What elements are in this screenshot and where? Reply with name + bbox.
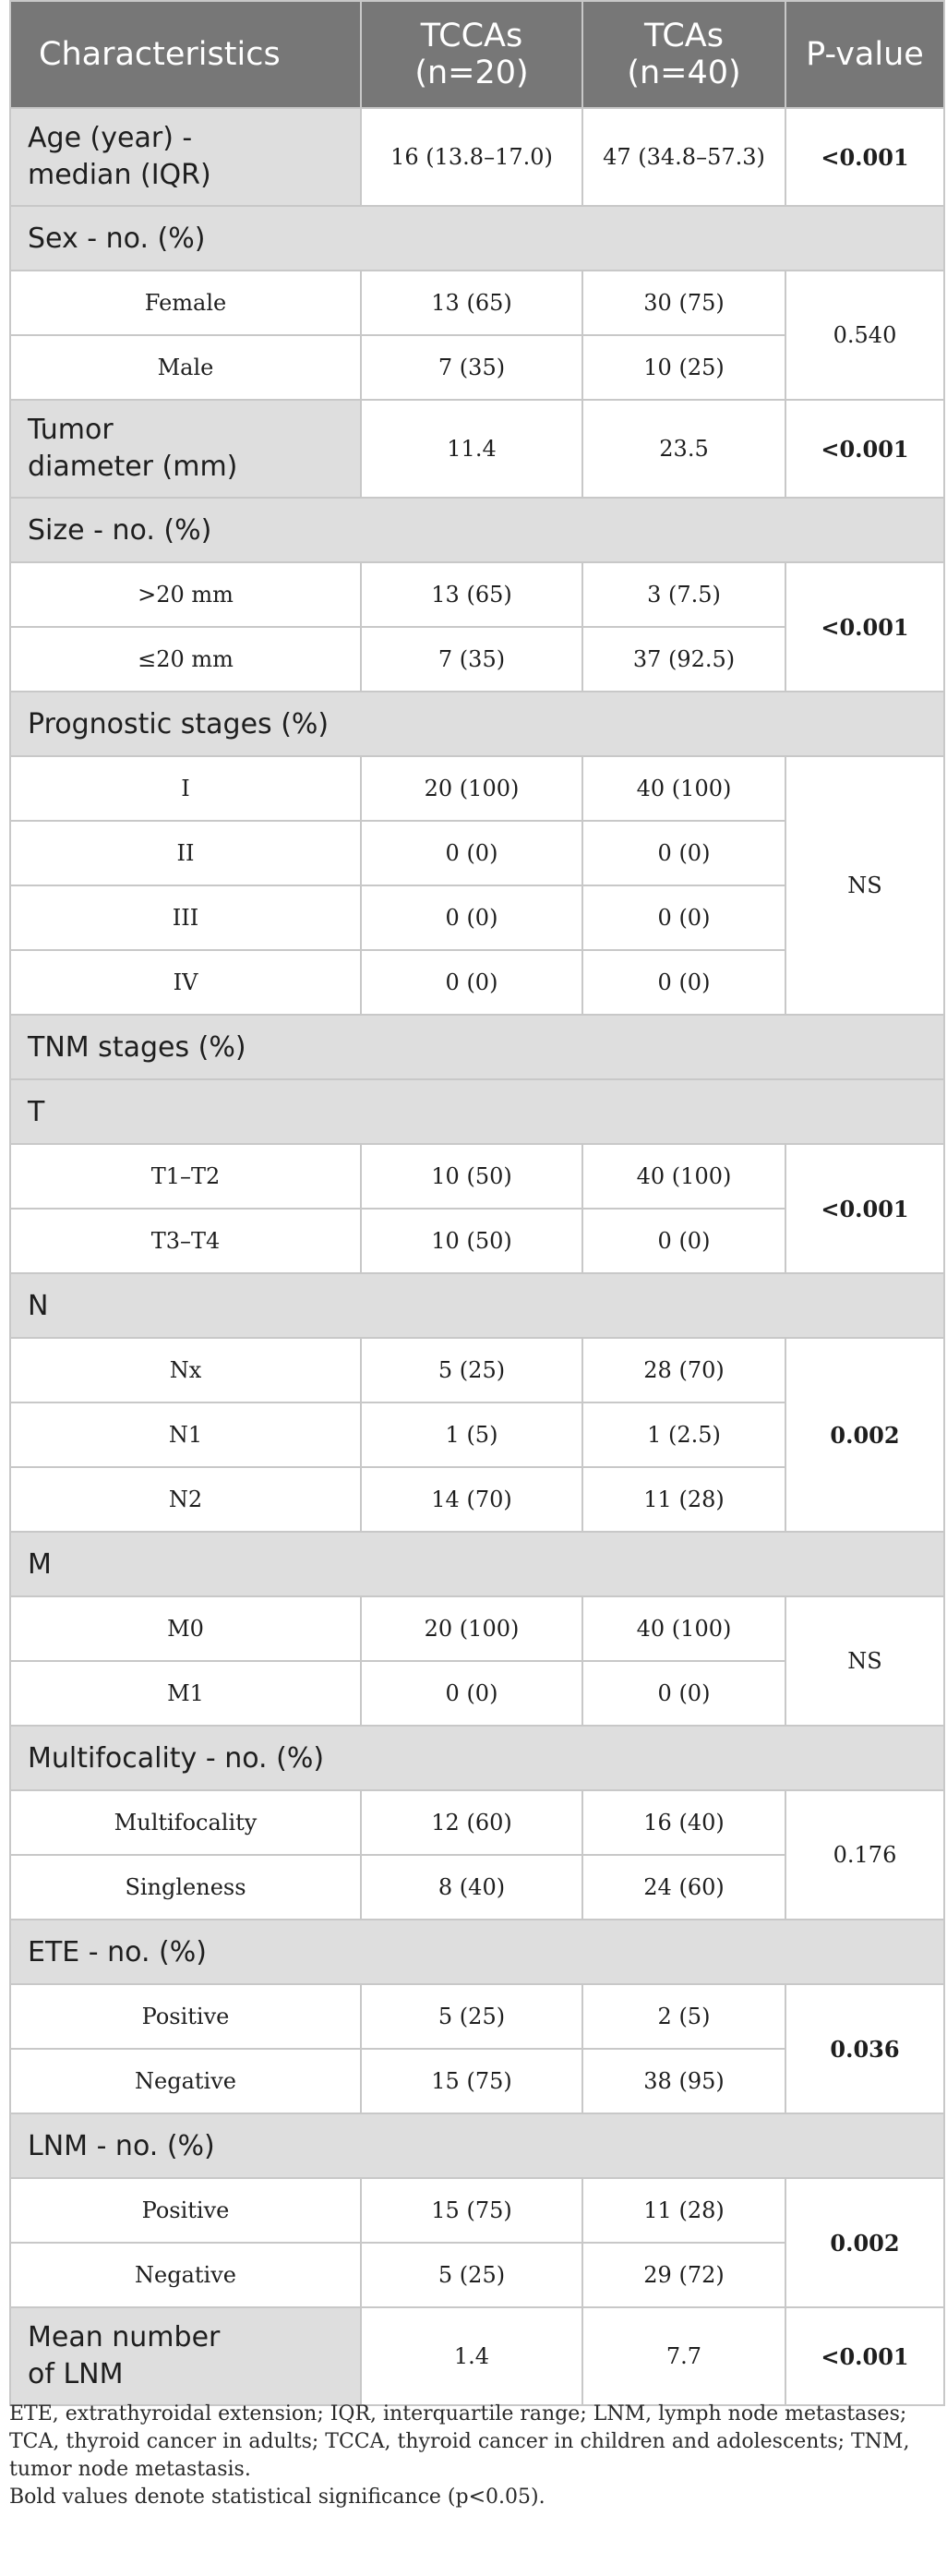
table-row-stage-i bbox=[10, 756, 944, 821]
sex-pvalue: 0.540 bbox=[785, 271, 944, 400]
section-row-lnm bbox=[10, 2113, 944, 2178]
t3-t4-tca: 0 (0) bbox=[582, 1209, 785, 1273]
stage-iv-tcca: 0 (0) bbox=[361, 950, 582, 1015]
sex-male-tca: 10 (25) bbox=[582, 335, 785, 400]
singleness-tcca: 8 (40) bbox=[361, 1855, 582, 1920]
nx-label: Nx bbox=[10, 1338, 361, 1402]
age-tca: 47 (34.8–57.3) bbox=[582, 108, 785, 206]
footnote-significance: Bold values denote statistical significance (p<0.05). bbox=[9, 2486, 545, 2509]
lnm-section-label: LNM - no. (%) bbox=[10, 2113, 944, 2178]
m-section-label: M bbox=[10, 1532, 944, 1596]
header-tccas bbox=[361, 1, 582, 108]
header-tcas bbox=[582, 1, 785, 108]
table-row-age bbox=[10, 108, 944, 206]
stage-i-tcca: 20 (100) bbox=[361, 756, 582, 821]
footnote-abbreviations: ETE, extrathyroidal extension; IQR, interquartile range; LNM, lymph node metastases; TCA, thyroid cancer in adults; TCCA, thyroid cancer in children and adolescents; TNM, tumor node metastasis. bbox=[9, 2402, 910, 2481]
sex-male-tcca: 7 (35) bbox=[361, 335, 582, 400]
size-pvalue: <0.001 bbox=[785, 562, 944, 692]
ete-section-label: ETE - no. (%) bbox=[10, 1920, 944, 1984]
multifocality-label: Multifocality bbox=[10, 1790, 361, 1855]
section-row-m bbox=[10, 1532, 944, 1596]
sex-male-label: Male bbox=[10, 335, 361, 400]
size-le20-label: ≤20 mm bbox=[10, 627, 361, 692]
diameter-label-line1: Tumor bbox=[28, 414, 114, 446]
header-tccas-n: (n=20) bbox=[414, 54, 529, 91]
m1-label: M1 bbox=[10, 1661, 361, 1726]
lnm-negative-tcca: 5 (25) bbox=[361, 2243, 582, 2307]
stage-ii-tcca: 0 (0) bbox=[361, 821, 582, 885]
table-header-row bbox=[10, 1, 944, 108]
mean-lnm-label-line2: of LNM bbox=[28, 2358, 124, 2390]
m0-tca: 40 (100) bbox=[582, 1596, 785, 1661]
stage-ii-label: II bbox=[10, 821, 361, 885]
n-pvalue: 0.002 bbox=[785, 1338, 944, 1532]
multifocality-pvalue: 0.176 bbox=[785, 1790, 944, 1920]
stage-ii-tca: 0 (0) bbox=[582, 821, 785, 885]
section-row-t bbox=[10, 1079, 944, 1144]
section-row-multifocality bbox=[10, 1726, 944, 1790]
section-row-ete bbox=[10, 1920, 944, 1984]
table-row-mean-lnm bbox=[10, 2307, 944, 2405]
m-pvalue: NS bbox=[785, 1596, 944, 1726]
header-characteristics: Characteristics bbox=[10, 1, 361, 108]
ete-positive-label: Positive bbox=[10, 1984, 361, 2049]
multifocality-tca: 16 (40) bbox=[582, 1790, 785, 1855]
lnm-negative-tca: 29 (72) bbox=[582, 2243, 785, 2307]
mean-lnm-tcca: 1.4 bbox=[361, 2307, 582, 2405]
lnm-positive-tcca: 15 (75) bbox=[361, 2178, 582, 2243]
header-tccas-name: TCCAs bbox=[420, 18, 523, 54]
section-row-n bbox=[10, 1273, 944, 1338]
ete-pvalue: 0.036 bbox=[785, 1984, 944, 2113]
n1-label: N1 bbox=[10, 1402, 361, 1467]
size-gt20-tcca: 13 (65) bbox=[361, 562, 582, 627]
age-label bbox=[10, 108, 361, 206]
diameter-tca: 23.5 bbox=[582, 400, 785, 498]
mean-lnm-label-line1: Mean number bbox=[28, 2321, 221, 2353]
tnm-section-label: TNM stages (%) bbox=[10, 1015, 944, 1079]
t-section-label: T bbox=[10, 1079, 944, 1144]
n2-tcca: 14 (70) bbox=[361, 1467, 582, 1532]
age-label-line2: median (IQR) bbox=[28, 159, 211, 191]
section-row-prognostic bbox=[10, 692, 944, 756]
table-row-sex-female bbox=[10, 271, 944, 335]
sex-female-tcca: 13 (65) bbox=[361, 271, 582, 335]
t1-t2-label: T1–T2 bbox=[10, 1144, 361, 1209]
mean-lnm-tca: 7.7 bbox=[582, 2307, 785, 2405]
ete-negative-label: Negative bbox=[10, 2049, 361, 2113]
characteristics-table bbox=[9, 0, 945, 2406]
stage-i-tca: 40 (100) bbox=[582, 756, 785, 821]
multifocality-tcca: 12 (60) bbox=[361, 1790, 582, 1855]
stage-iii-tca: 0 (0) bbox=[582, 885, 785, 950]
nx-tca: 28 (70) bbox=[582, 1338, 785, 1402]
diameter-tcca: 11.4 bbox=[361, 400, 582, 498]
t1-t2-tcca: 10 (50) bbox=[361, 1144, 582, 1209]
sex-female-tca: 30 (75) bbox=[582, 271, 785, 335]
age-tcca: 16 (13.8–17.0) bbox=[361, 108, 582, 206]
stage-iv-label: IV bbox=[10, 950, 361, 1015]
size-le20-tca: 37 (92.5) bbox=[582, 627, 785, 692]
ete-negative-tca: 38 (95) bbox=[582, 2049, 785, 2113]
lnm-negative-label: Negative bbox=[10, 2243, 361, 2307]
table-row-size-gt20 bbox=[10, 562, 944, 627]
table-row-nx bbox=[10, 1338, 944, 1402]
n-section-label: N bbox=[10, 1273, 944, 1338]
section-row-tnm bbox=[10, 1015, 944, 1079]
ete-positive-tca: 2 (5) bbox=[582, 1984, 785, 2049]
sex-section-label: Sex - no. (%) bbox=[10, 206, 944, 271]
stage-iii-label: III bbox=[10, 885, 361, 950]
nx-tcca: 5 (25) bbox=[361, 1338, 582, 1402]
size-le20-tcca: 7 (35) bbox=[361, 627, 582, 692]
prognostic-pvalue: NS bbox=[785, 756, 944, 1015]
table-row-diameter bbox=[10, 400, 944, 498]
t3-t4-label: T3–T4 bbox=[10, 1209, 361, 1273]
lnm-positive-tca: 11 (28) bbox=[582, 2178, 785, 2243]
n1-tca: 1 (2.5) bbox=[582, 1402, 785, 1467]
lnm-positive-label: Positive bbox=[10, 2178, 361, 2243]
m0-tcca: 20 (100) bbox=[361, 1596, 582, 1661]
age-label-line1: Age (year) - bbox=[28, 122, 193, 154]
t3-t4-tcca: 10 (50) bbox=[361, 1209, 582, 1273]
stage-i-label: I bbox=[10, 756, 361, 821]
section-row-sex bbox=[10, 206, 944, 271]
mean-lnm-label bbox=[10, 2307, 361, 2405]
section-row-size bbox=[10, 498, 944, 562]
table-row-multifocality bbox=[10, 1790, 944, 1855]
header-tcas-name: TCAs bbox=[644, 18, 724, 54]
n2-label: N2 bbox=[10, 1467, 361, 1532]
n1-tcca: 1 (5) bbox=[361, 1402, 582, 1467]
table-row-lnm-positive bbox=[10, 2178, 944, 2243]
lnm-pvalue: 0.002 bbox=[785, 2178, 944, 2307]
diameter-label bbox=[10, 400, 361, 498]
size-gt20-tca: 3 (7.5) bbox=[582, 562, 785, 627]
m1-tcca: 0 (0) bbox=[361, 1661, 582, 1726]
sex-female-label: Female bbox=[10, 271, 361, 335]
diameter-label-line2: diameter (mm) bbox=[28, 451, 238, 483]
size-section-label: Size - no. (%) bbox=[10, 498, 944, 562]
m0-label: M0 bbox=[10, 1596, 361, 1661]
singleness-tca: 24 (60) bbox=[582, 1855, 785, 1920]
diameter-pvalue: <0.001 bbox=[785, 400, 944, 498]
ete-positive-tcca: 5 (25) bbox=[361, 1984, 582, 2049]
t-pvalue: <0.001 bbox=[785, 1144, 944, 1273]
t1-t2-tca: 40 (100) bbox=[582, 1144, 785, 1209]
table-footnote bbox=[9, 2401, 941, 2511]
size-gt20-label: >20 mm bbox=[10, 562, 361, 627]
header-tcas-n: (n=40) bbox=[627, 54, 741, 91]
m1-tca: 0 (0) bbox=[582, 1661, 785, 1726]
age-pvalue: <0.001 bbox=[785, 108, 944, 206]
table-row-t1-t2 bbox=[10, 1144, 944, 1209]
ete-negative-tcca: 15 (75) bbox=[361, 2049, 582, 2113]
table-row-ete-positive bbox=[10, 1984, 944, 2049]
mean-lnm-pvalue: <0.001 bbox=[785, 2307, 944, 2405]
n2-tca: 11 (28) bbox=[582, 1467, 785, 1532]
stage-iv-tca: 0 (0) bbox=[582, 950, 785, 1015]
table-row-m0 bbox=[10, 1596, 944, 1661]
multifocality-section-label: Multifocality - no. (%) bbox=[10, 1726, 944, 1790]
singleness-label: Singleness bbox=[10, 1855, 361, 1920]
stage-iii-tcca: 0 (0) bbox=[361, 885, 582, 950]
prognostic-section-label: Prognostic stages (%) bbox=[10, 692, 944, 756]
header-pvalue: P-value bbox=[785, 1, 944, 108]
